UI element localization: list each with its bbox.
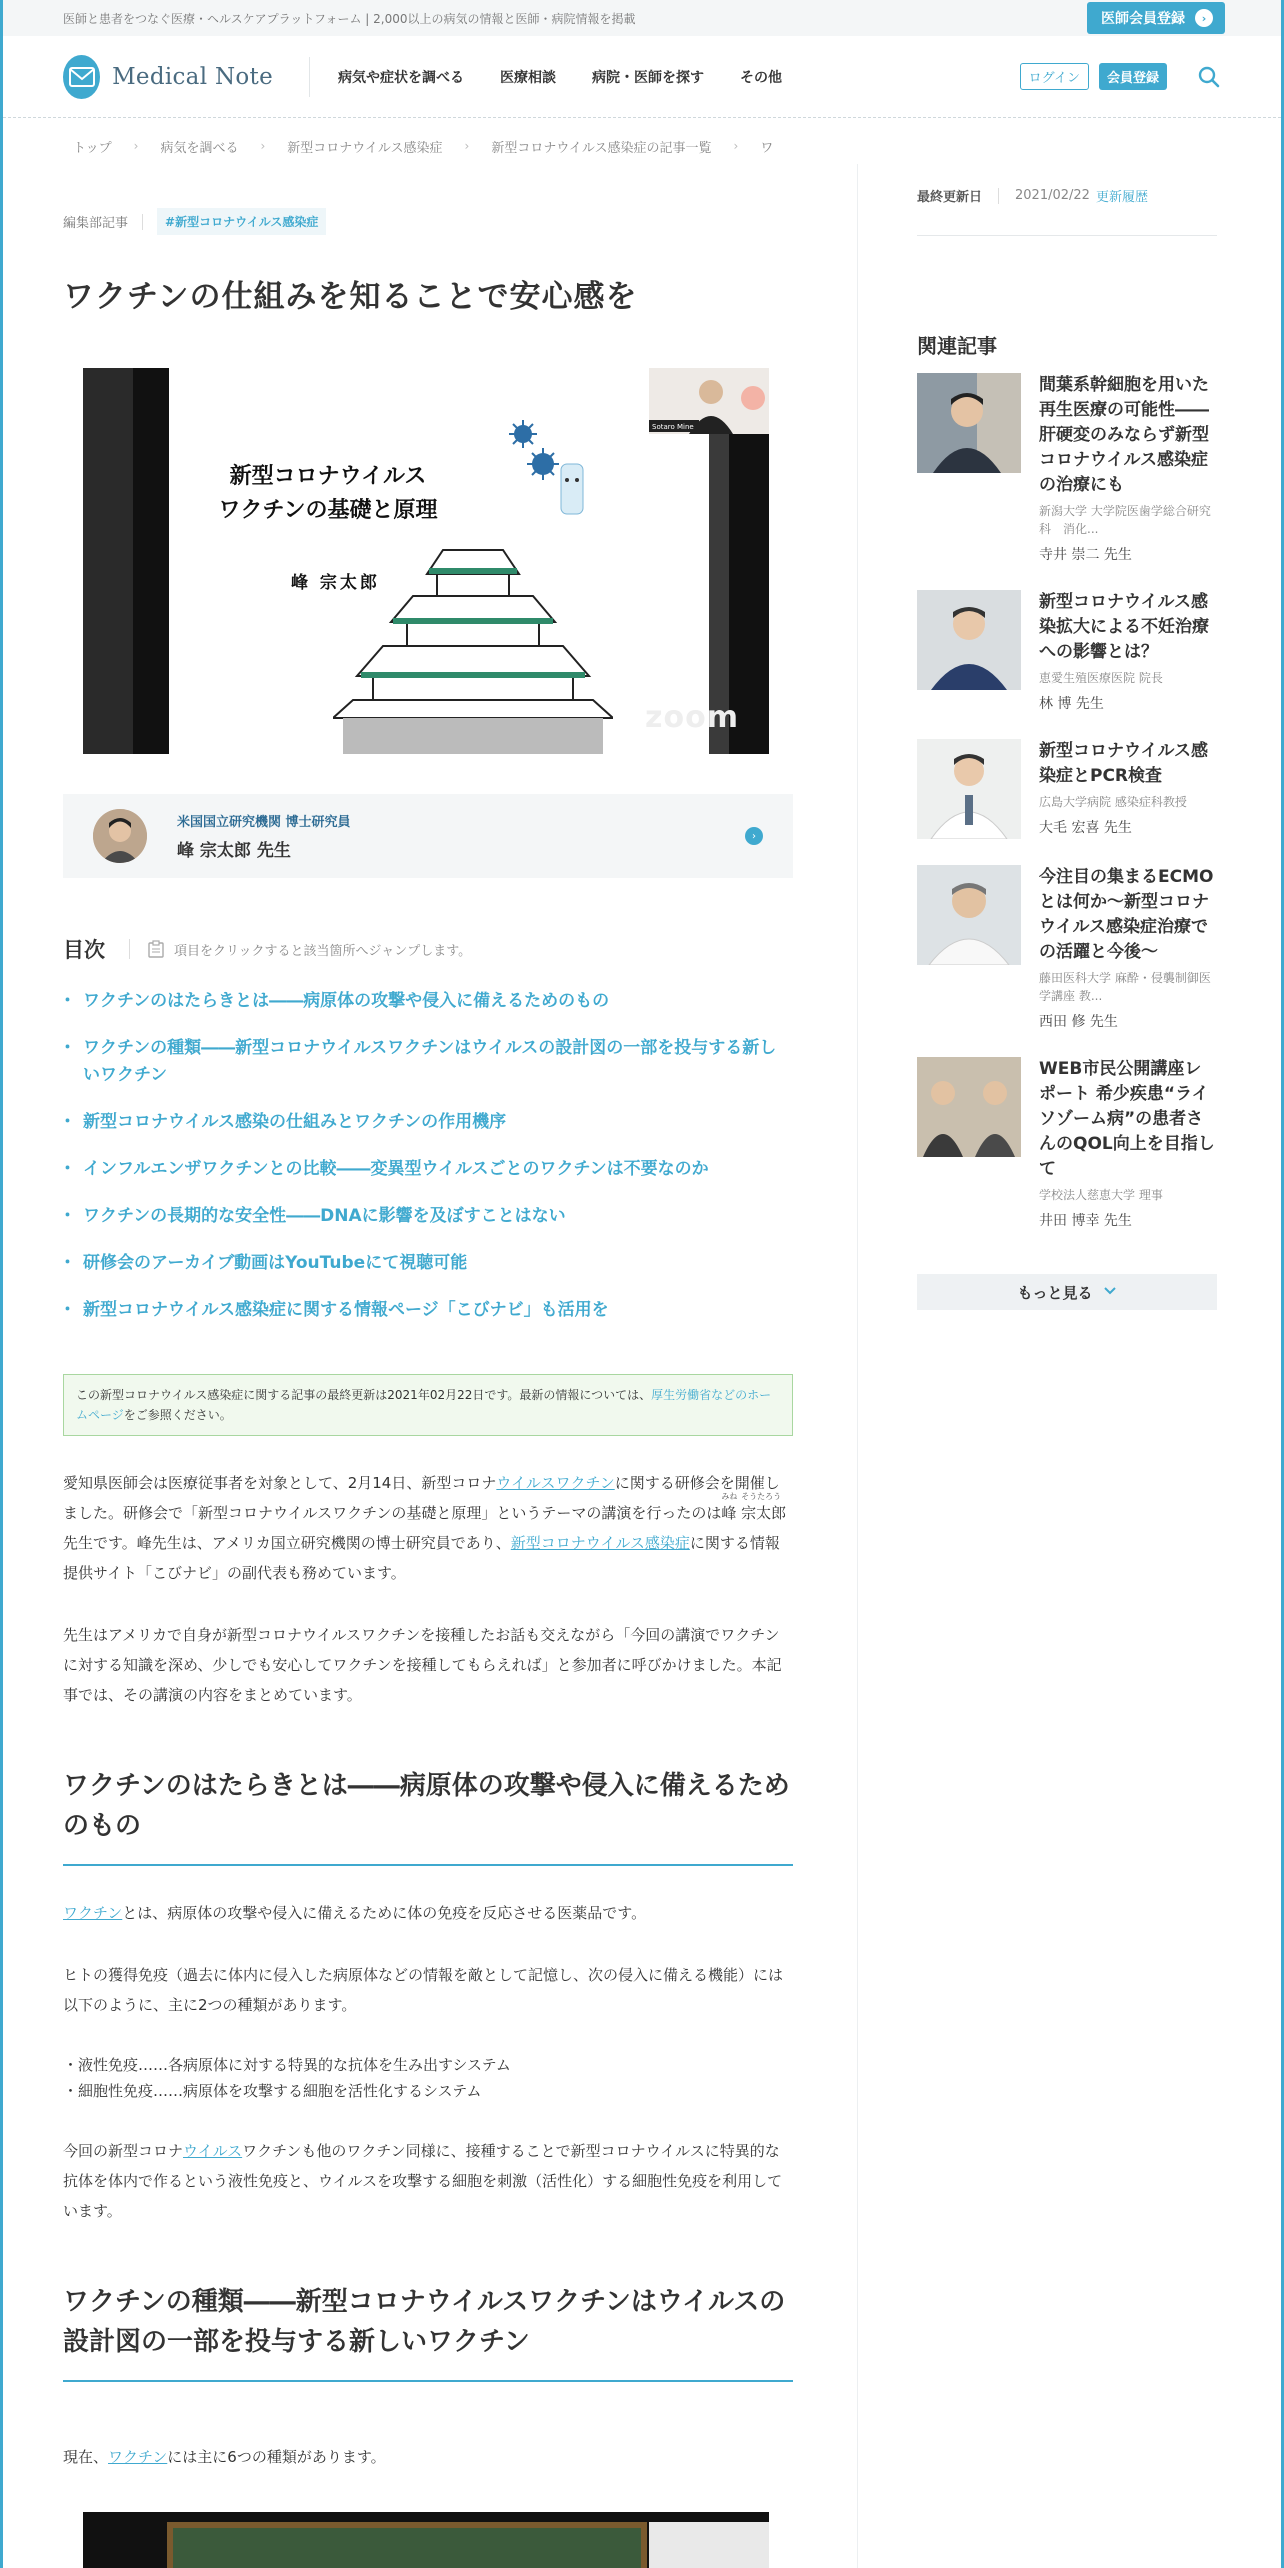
related-text [1039,590,1217,713]
section-heading-2: ワクチンの種類――新型コロナウイルスワクチンはウイルスの設計図の一部を投与する新しいワクチン [63,2282,793,2382]
vaccine-link[interactable]: ワクチン [108,2448,168,2466]
show-more-label: もっと見る [1017,1283,1093,1302]
section1-paragraph-1 [63,1898,793,1928]
breadcrumb-diseases[interactable]: 病気を調べる [160,140,239,156]
text: 現在、 [63,2448,109,2466]
text: に関する情報提供サイト「こびナビ」の副代表も務めています。 [63,1534,780,1582]
slide-title-line2: ワクチンの基礎と原理 [218,498,438,523]
medical-note-logo-icon [63,55,100,99]
toc-item[interactable]: ・ 新型コロナウイルス感染の仕組みとワクチンの作用機序 [63,1109,793,1136]
ruby-mine [721,1492,738,1528]
vaccine-types-slide-image [83,2512,769,2568]
toc-heading: 目次 [63,938,105,962]
related-title: 今注目の集まるECMOとは何か〜新型コロナウイルス感染症治療での活躍と今後〜 [1039,867,1214,962]
text: 愛知県医師会は医療従事者を対象として、2月14日、新型コロナ [63,1474,497,1492]
text: に関する研修会を開催しました。研修会で「新型コロナウイルスワクチンの基礎と原理」というテーマの講演を行ったのは [63,1474,780,1522]
column-divider [857,164,858,2568]
toc-item[interactable]: ・ ワクチンのはたらきとは――病原体の攻撃や侵入に備えるためのもの [63,988,793,1015]
intro-paragraph-1 [63,1468,793,1588]
article-tag[interactable]: #新型コロナウイルス感染症 [157,208,326,235]
related-article[interactable] [917,373,1217,564]
related-title: 新型コロナウイルス感染症とPCR検査 [1039,741,1208,786]
camera-name-label: Sotaro Mine [652,423,694,431]
slide-title [213,460,443,528]
virus-link[interactable]: ウイルス [183,2142,243,2160]
related-org: 藤田医科大学 麻酔・侵襲制御医学講座 教... [1039,971,1211,1003]
text: 先生です。峰先生は、アメリカ国立研究機関の博士研究員であり、 [63,1534,511,1552]
header-divider [309,57,310,97]
author-info [177,811,351,861]
related-text [1039,373,1217,564]
mhlw-link[interactable]: 厚生労働省などのホームページ [76,1388,772,1422]
nav-item-other[interactable]: その他 [740,69,782,86]
search-icon[interactable] [1197,65,1221,89]
article-main [63,174,793,2568]
breadcrumb-separator-icon: › [133,139,139,153]
speaker-camera-thumbnail [649,2522,769,2568]
list-item: ・細胞性免疫……病原体を攻撃する細胞を活性化するシステム [63,2082,482,2100]
sidebar [917,174,1217,1310]
slide-title-line1: 新型コロナウイルス [229,464,427,489]
slide-author: 峰 宗太郎 [291,573,380,593]
related-thumbnail [917,1057,1021,1157]
top-strip [3,0,1281,36]
text: 今回の新型コロナ [63,2142,184,2160]
toc-item[interactable]: ・ ワクチンの長期的な安全性――DNAに影響を及ぼすことはない [63,1203,793,1230]
breadcrumb-current: ワ [760,140,774,156]
related-articles-heading: 関連記事 [917,334,997,358]
updated-divider [998,188,999,204]
toc-hint [148,940,471,959]
header-actions [1020,63,1221,90]
notice-text-end: をご参照ください。 [123,1408,232,1422]
article-meta [63,208,793,235]
related-thumbnail [917,373,1021,473]
related-doctor: 井田 博幸 先生 [1039,1213,1132,1229]
related-doctor: 寺井 崇二 先生 [1039,547,1132,563]
related-org: 広島大学病院 感染症科教授 [1039,795,1187,809]
related-thumbnail [917,590,1021,690]
related-org: 学校法人慈恵大学 理事 [1039,1188,1163,1202]
breadcrumb-separator-icon: › [260,139,266,153]
related-article[interactable] [917,1057,1217,1230]
chevron-right-icon: › [745,827,763,845]
text: とは、病原体の攻撃や侵入に備えるために体の免疫を反応させる医薬品です。 [122,1904,647,1922]
related-article[interactable] [917,590,1217,713]
related-org: 新潟大学 大学院医歯学総合研究科 消化... [1039,504,1211,536]
toc-item[interactable]: ・ 新型コロナウイルス感染症に関する情報ページ「こびナビ」も活用を [63,1297,793,1324]
ruby-text: そうたろう [741,1492,782,1501]
section1-paragraph-2: ヒトの獲得免疫（過去に体内に侵入した病原体などの情報を敵として記憶し、次の侵入に備える機能）には以下のように、主に2つの種類があります。 [63,1966,784,2014]
site-header [3,36,1281,118]
logo-text: Medical Note [112,63,273,90]
castle-illustration [333,538,613,754]
site-tagline: 医師と患者をつなぐ医療・ヘルスケアプラットフォーム | 2,000以上の病気の情報と医師・病院情報を掲載 [63,11,636,26]
article-title: ワクチンの仕組みを知ることで安心感を [63,279,638,315]
related-doctor: 西田 修 先生 [1039,1014,1118,1030]
toc-item[interactable]: ・ ワクチンの種類――新型コロナウイルスワクチンはウイルスの設計図の一部を投与する新しいワクチン [63,1035,793,1089]
nav-item-diseases[interactable]: 病気や症状を調べる [338,69,464,86]
speaker-camera-thumbnail [649,368,769,434]
toc-list [63,988,793,1324]
breadcrumb-top[interactable]: トップ [73,140,112,156]
login-button[interactable]: ログイン [1020,63,1089,90]
related-title: 間葉系幹細胞を用いた再生医療の可能性――肝硬変のみならず新型コロナウイルス感染症の治療にも [1039,375,1209,495]
virus-vaccine-link[interactable]: ウイルスワクチン [496,1474,615,1492]
slide-blackboard [167,2522,647,2568]
ruby-sotaro [741,1492,787,1528]
immunity-list [63,2052,793,2104]
update-history-link[interactable]: 更新履歴 [1095,190,1148,205]
sidebar-divider [917,235,1217,236]
clipboard-icon [148,940,164,958]
toc-divider [129,939,130,959]
list-item: ・液性免疫……各病原体に対する特異的な抗体を生み出すシステム [63,2056,511,2074]
show-more-button[interactable] [917,1274,1217,1310]
chevron-right-icon: › [1195,9,1213,27]
toc-hint-text: 項目をクリックすると該当箇所へジャンプします。 [174,943,472,959]
avatar [93,809,147,863]
last-updated [917,186,1217,205]
author-card[interactable] [63,794,793,878]
breadcrumb-covid[interactable]: 新型コロナウイルス感染症 [287,140,443,156]
doctor-member-register-label: 医師会員登録 [1101,11,1185,27]
toc-item[interactable]: ・ 研修会のアーカイブ動画はYouTubeにて視聴可能 [63,1250,793,1277]
section2-paragraph-1 [63,2442,793,2472]
ruby-text: みね [721,1492,738,1501]
ruby-base: 宗太郎 [741,1504,787,1522]
updated-label: 最終更新日 [917,190,983,205]
covid-link[interactable]: 新型コロナウイルス感染症 [510,1534,690,1552]
related-text [1039,739,1217,839]
chevron-down-icon [1103,1284,1117,1300]
update-notice [63,1374,793,1436]
notice-text: この新型コロナウイルス感染症に関する記事の最終更新は2021年02月22日です。最新の情報については、 [76,1388,652,1402]
related-thumbnail [917,739,1021,839]
article-category: 編集部記事 [63,216,129,231]
hero-image [83,368,769,754]
related-doctor: 大毛 宏喜 先生 [1039,820,1132,836]
related-text [1039,865,1217,1031]
zoom-watermark: zoom [645,700,739,735]
related-title: 新型コロナウイルス感染拡大による不妊治療への影響とは？ [1039,592,1209,662]
author-affiliation: 米国国立研究機関 博士研究員 [177,815,351,830]
main-nav [338,67,782,87]
related-thumbnail [917,865,1021,965]
author-name: 峰 宗太郎 先生 [177,841,291,861]
toc-header [63,934,793,964]
nav-item-consultation[interactable]: 医療相談 [500,69,556,86]
breadcrumb-covid-articles[interactable]: 新型コロナウイルス感染症の記事一覧 [491,140,712,156]
ruby-base: 峰 [721,1504,737,1522]
register-button[interactable]: 会員登録 [1099,63,1167,90]
meta-divider [142,214,143,230]
related-text [1039,1057,1217,1230]
section-heading-1: ワクチンのはたらきとは――病原体の攻撃や侵入に備えるためのもの [63,1766,793,1866]
site-logo[interactable] [63,55,273,99]
related-doctor: 林 博 先生 [1039,696,1104,712]
related-article[interactable] [917,739,1217,839]
text: には主に6つの種類があります。 [167,2448,386,2466]
breadcrumb-separator-icon: › [733,139,739,153]
breadcrumb [3,118,803,174]
toc-item[interactable]: ・ インフルエンザワクチンとの比較――変異型ウイルスごとのワクチンは不要なのか [63,1156,793,1183]
breadcrumb-separator-icon: › [464,139,470,153]
updated-date: 2021/02/22 [1015,188,1090,203]
intro-paragraph-2: 先生はアメリカで自身が新型コロナウイルスワクチンを接種したお話も交えながら「今回の講演でワクチンに対する知識を深め、少しでも安心してワクチンを接種してもらえれば」と参加者に呼びかけました。本記事では、その講演の内容をまとめています。 [63,1626,782,1704]
text: ワクチンも他のワクチン同様に、接種することで新型コロナウイルスに特異的な抗体を体内で作るという液性免疫と、ウイルスを攻撃する細胞を刺激（活性化）する細胞性免疫を利用しています。 [63,2142,783,2220]
section1-paragraph-3 [63,2136,793,2226]
nav-item-find-hospital[interactable]: 病院・医師を探す [592,69,704,86]
hero-left-shade [83,368,133,754]
related-org: 恵愛生殖医療医院 院長 [1039,671,1163,685]
vaccine-link[interactable]: ワクチン [63,1904,123,1922]
related-article[interactable] [917,865,1217,1031]
virus-illustration-icon [503,414,593,534]
doctor-member-register-button[interactable] [1087,2,1225,34]
related-title: WEB市民公開講座レポート 希少疾患“ライソゾーム病”の患者さんのQOL向上を目指して [1039,1059,1215,1179]
